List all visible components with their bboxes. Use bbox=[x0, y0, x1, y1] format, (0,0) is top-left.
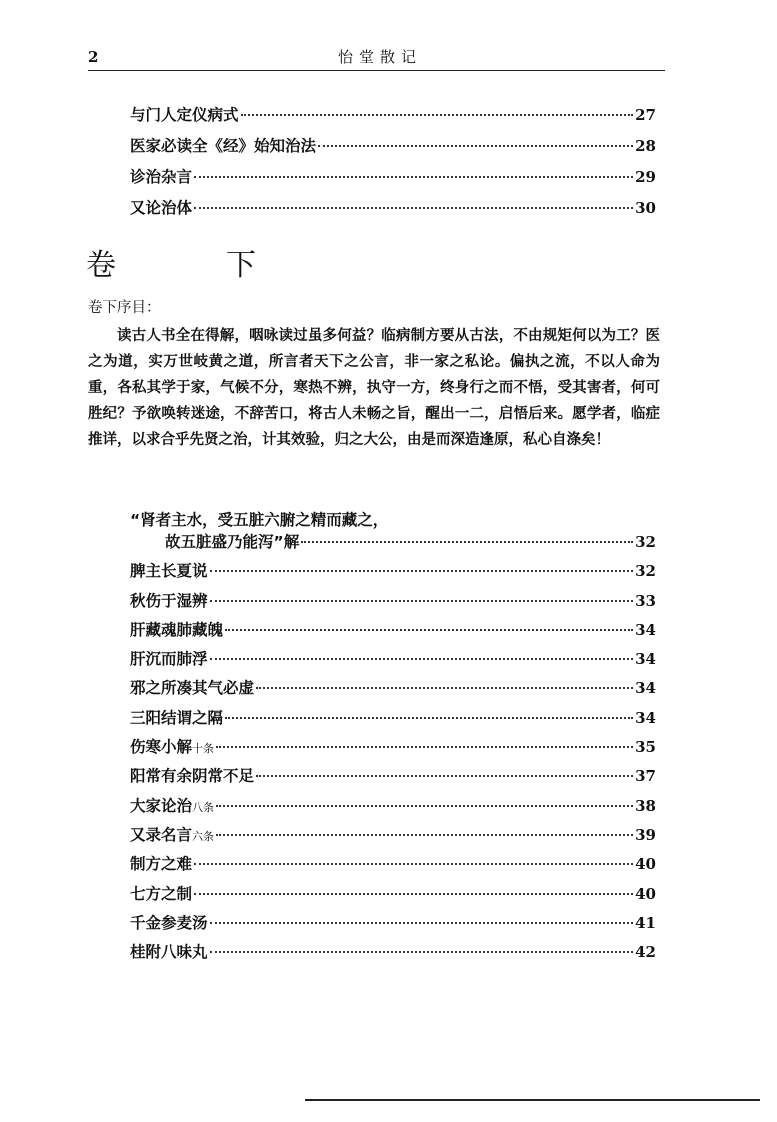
toc-entry-title bbox=[130, 852, 192, 874]
toc-entry[interactable] bbox=[130, 882, 656, 911]
toc-title-text: 又录名言 bbox=[130, 825, 193, 844]
dot-leader bbox=[210, 570, 634, 572]
toc-entry-title bbox=[130, 103, 239, 125]
toc-page-number: 28 bbox=[635, 137, 656, 155]
toc-entry-count: 八条 bbox=[192, 800, 215, 814]
preface-text: 读古人书全在得解，咽咏读过虽多何益？临病制方要从古法，不由规矩何以为工？医之为道，实万世岐黄之道，所言者天下之公言，非一家之私论。偏执之流，不以人命为重，各私其学于家，气候不分，寒热不辨，执守一方，终身行之而不悟，受其害者，何可胜纪？予欲唤转迷途，不辞苦口，将古人未畅之旨，醒出一二，启悟后来。愿学者，临症推详，以求合乎先贤之治，计其效验，归之大公，由是而深造逢原，私心自涤矣！ bbox=[88, 328, 660, 448]
toc-entry[interactable] bbox=[130, 823, 656, 852]
toc-entry[interactable] bbox=[130, 196, 656, 227]
volume-heading: 卷 下 bbox=[86, 248, 296, 283]
toc-entry[interactable] bbox=[130, 735, 656, 764]
toc-entry-title bbox=[130, 823, 214, 845]
toc-title-text: 七方之制 bbox=[130, 884, 193, 903]
toc-entry[interactable] bbox=[130, 559, 656, 588]
toc-title-text: 与门人定仪病式 bbox=[130, 106, 239, 124]
toc-entry-title bbox=[165, 530, 299, 552]
footer-rule bbox=[305, 1099, 760, 1101]
toc-entry-title bbox=[130, 647, 208, 669]
dot-leader bbox=[194, 207, 633, 209]
dot-leader bbox=[194, 176, 633, 178]
toc-page-number: 42 bbox=[635, 943, 656, 962]
toc-entry[interactable] bbox=[130, 647, 656, 676]
toc-entry[interactable] bbox=[130, 794, 656, 823]
toc-page-number: 34 bbox=[635, 708, 656, 727]
preface-heading: 卷下序目： bbox=[88, 300, 161, 316]
toc-page-number: 39 bbox=[635, 825, 656, 844]
toc-title-text: 大家论治 bbox=[130, 796, 193, 815]
dot-leader bbox=[225, 629, 633, 631]
dot-leader bbox=[210, 658, 634, 660]
toc-page-number: 34 bbox=[635, 650, 656, 669]
toc-page-number: 33 bbox=[635, 591, 656, 610]
toc-bottom bbox=[130, 530, 656, 969]
toc-page-number: 37 bbox=[635, 767, 656, 786]
toc-page-number: 40 bbox=[635, 884, 656, 903]
toc-title-text: 千金参麦汤 bbox=[130, 913, 208, 932]
toc-entry-title bbox=[130, 911, 208, 933]
dot-leader bbox=[216, 834, 633, 836]
toc-entry-title bbox=[130, 882, 192, 904]
toc-entry-title bbox=[130, 940, 208, 962]
toc-page-number: 34 bbox=[635, 620, 656, 639]
toc-entry[interactable] bbox=[130, 940, 656, 969]
toc-title-text: 伤寒小解 bbox=[130, 738, 193, 757]
header-rule bbox=[88, 70, 665, 71]
toc-entry-title bbox=[130, 589, 208, 611]
toc-title-text: 制方之难 bbox=[130, 855, 193, 874]
toc-entry[interactable] bbox=[130, 134, 656, 165]
toc-entry[interactable] bbox=[130, 103, 656, 134]
toc-entry[interactable] bbox=[130, 852, 656, 881]
toc-page-number: 30 bbox=[635, 199, 656, 217]
running-title: 怡堂散记 bbox=[337, 48, 422, 66]
toc-entry[interactable] bbox=[130, 618, 656, 647]
toc-entry-title bbox=[130, 764, 254, 786]
toc-title-text: 肝藏魂肺藏魄 bbox=[130, 620, 224, 639]
preface-paragraph bbox=[88, 323, 660, 453]
toc-page-number: 29 bbox=[635, 168, 656, 186]
toc-entry[interactable] bbox=[130, 165, 656, 196]
toc-entry[interactable] bbox=[130, 911, 656, 940]
toc-entry-title bbox=[130, 196, 192, 218]
dot-leader bbox=[210, 951, 634, 953]
dot-leader bbox=[210, 922, 634, 924]
dot-leader bbox=[210, 600, 634, 602]
toc-entry-title bbox=[130, 706, 223, 728]
toc-entry-first-line: “肾者主水，受五脏六腑之精而藏之， bbox=[130, 511, 389, 529]
toc-entry[interactable] bbox=[130, 530, 656, 559]
toc-page-number: 32 bbox=[635, 533, 656, 551]
toc-entry[interactable] bbox=[130, 764, 656, 793]
toc-page-number: 35 bbox=[635, 738, 656, 757]
toc-entry-title bbox=[130, 618, 223, 640]
toc-entry-title bbox=[130, 165, 192, 187]
toc-entry[interactable] bbox=[130, 706, 656, 735]
toc-title-text: 桂附八味丸 bbox=[130, 943, 208, 962]
toc-entry-title bbox=[130, 794, 214, 816]
toc-page-number: 32 bbox=[635, 562, 656, 581]
toc-entry-count: 十条 bbox=[192, 742, 215, 756]
toc-entry-title bbox=[130, 134, 316, 156]
toc-page-number: 40 bbox=[635, 855, 656, 874]
toc-title-text: 脾主长夏说 bbox=[130, 562, 208, 581]
toc-entry[interactable] bbox=[130, 589, 656, 618]
toc-title-text: 肝沉而肺浮 bbox=[130, 650, 208, 669]
toc-entry-title bbox=[130, 735, 214, 757]
toc-title-text: 故五脏盛乃能泻”解 bbox=[165, 533, 300, 551]
toc-page-number: 27 bbox=[635, 106, 656, 124]
dot-leader bbox=[256, 775, 633, 777]
dot-leader bbox=[216, 805, 633, 807]
toc-title-text: 三阳结谓之隔 bbox=[130, 708, 224, 727]
page-number: 2 bbox=[88, 48, 99, 66]
toc-page-number: 41 bbox=[635, 913, 656, 932]
toc-entry-count: 六条 bbox=[192, 829, 215, 843]
dot-leader bbox=[256, 687, 633, 689]
dot-leader bbox=[194, 893, 633, 895]
toc-entry[interactable] bbox=[130, 676, 656, 705]
toc-page-number: 34 bbox=[635, 679, 656, 698]
dot-leader bbox=[241, 114, 634, 116]
toc-title-text: 又论治体 bbox=[130, 199, 193, 217]
dot-leader bbox=[318, 145, 633, 147]
dot-leader bbox=[225, 717, 633, 719]
toc-title-text: 秋伤于湿辨 bbox=[130, 591, 208, 610]
toc-page-number: 38 bbox=[635, 796, 656, 815]
toc-title-text: 医家必读全《经》始知治法 bbox=[130, 137, 317, 155]
dot-leader bbox=[301, 541, 633, 543]
toc-title-text: 阳常有余阴常不足 bbox=[130, 767, 255, 786]
toc-title-text: 邪之所凑其气必虚 bbox=[130, 679, 255, 698]
dot-leader bbox=[194, 863, 633, 865]
toc-title-text: 诊治杂言 bbox=[130, 168, 193, 186]
toc-top bbox=[130, 103, 656, 227]
toc-entry-title bbox=[130, 676, 254, 698]
toc-entry-title bbox=[130, 559, 208, 581]
dot-leader bbox=[216, 746, 633, 748]
